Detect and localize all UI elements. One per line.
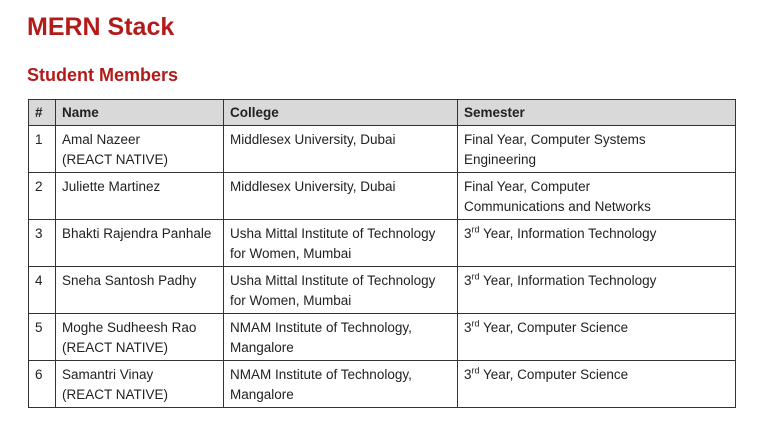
cell-number: 4 <box>29 267 56 314</box>
cell-number: 3 <box>29 220 56 267</box>
semester-ordinal-suffix: rd <box>471 365 480 376</box>
cell-number: 6 <box>29 361 56 408</box>
cell-college <box>224 126 458 173</box>
table-header <box>29 100 736 126</box>
college-line-2: for Women, Mumbai <box>230 293 352 308</box>
semester-line-1 <box>464 177 729 197</box>
cell-name <box>56 220 224 267</box>
college-line-1: NMAM Institute of Technology, <box>230 320 412 335</box>
cell-semester <box>458 267 736 314</box>
cell-college <box>224 173 458 220</box>
semester-ordinal: 3 <box>464 367 472 382</box>
college-line-1: Middlesex University, Dubai <box>230 132 396 147</box>
college-line-2: Mangalore <box>230 340 294 355</box>
cell-college <box>224 314 458 361</box>
semester-ordinal-suffix: rd <box>471 224 480 235</box>
cell-number: 2 <box>29 173 56 220</box>
cell-college <box>224 361 458 408</box>
header-name: Name <box>56 100 224 126</box>
cell-name <box>56 173 224 220</box>
cell-name <box>56 361 224 408</box>
cell-semester <box>458 314 736 361</box>
semester-line-1 <box>464 224 729 244</box>
student-name: Samantri Vinay <box>62 367 154 382</box>
semester-line-1 <box>464 130 729 150</box>
cell-semester <box>458 220 736 267</box>
page-title: MERN Stack <box>27 13 175 41</box>
section-subtitle: Student Members <box>27 65 179 85</box>
semester-text: Year, Computer Science <box>479 320 629 335</box>
cell-semester <box>458 126 736 173</box>
college-line-1: NMAM Institute of Technology, <box>230 367 412 382</box>
student-name: Moghe Sudheesh Rao <box>62 320 197 335</box>
student-name: Amal Nazeer <box>62 132 141 147</box>
college-line-2: Mangalore <box>230 387 294 402</box>
college-line-2: for Women, Mumbai <box>230 246 352 261</box>
college-line-1: Usha Mittal Institute of Technology <box>230 226 436 241</box>
student-members-table <box>28 99 736 408</box>
semester-ordinal: 3 <box>464 320 472 335</box>
semester-text: Year, Information Technology <box>479 273 657 288</box>
semester-text: Final Year, Computer <box>464 179 591 194</box>
semester-text: Final Year, Computer Systems <box>464 132 646 147</box>
table-body <box>29 126 736 408</box>
cell-semester <box>458 173 736 220</box>
semester-ordinal: 3 <box>464 273 472 288</box>
semester-line-1 <box>464 318 729 338</box>
header-semester: Semester <box>458 100 736 126</box>
semester-ordinal: 3 <box>464 226 472 241</box>
table-row <box>29 126 736 173</box>
student-note: (REACT NATIVE) <box>62 387 169 402</box>
header-college: College <box>224 100 458 126</box>
college-line-1: Usha Mittal Institute of Technology <box>230 273 436 288</box>
semester-line-2: Communications and Networks <box>464 199 651 214</box>
student-name: Juliette Martinez <box>62 179 161 194</box>
student-note: (REACT NATIVE) <box>62 340 169 355</box>
semester-line-2: Engineering <box>464 152 537 167</box>
cell-college <box>224 267 458 314</box>
semester-line-1 <box>464 365 729 385</box>
table-row <box>29 267 736 314</box>
cell-name <box>56 314 224 361</box>
semester-text: Year, Information Technology <box>479 226 657 241</box>
semester-line-1 <box>464 271 729 291</box>
student-name: Sneha Santosh Padhy <box>62 273 197 288</box>
cell-name <box>56 267 224 314</box>
semester-ordinal-suffix: rd <box>471 318 480 329</box>
college-line-1: Middlesex University, Dubai <box>230 179 396 194</box>
table-row <box>29 173 736 220</box>
cell-number: 5 <box>29 314 56 361</box>
header-row <box>29 100 736 126</box>
student-note: (REACT NATIVE) <box>62 152 169 167</box>
cell-number: 1 <box>29 126 56 173</box>
cell-name <box>56 126 224 173</box>
cell-semester <box>458 361 736 408</box>
student-name: Bhakti Rajendra Panhale <box>62 226 212 241</box>
table-row <box>29 314 736 361</box>
semester-text: Year, Computer Science <box>479 367 629 382</box>
cell-college <box>224 220 458 267</box>
table-row <box>29 220 736 267</box>
header-number: # <box>29 100 56 126</box>
semester-ordinal-suffix: rd <box>471 271 480 282</box>
table-row <box>29 361 736 408</box>
